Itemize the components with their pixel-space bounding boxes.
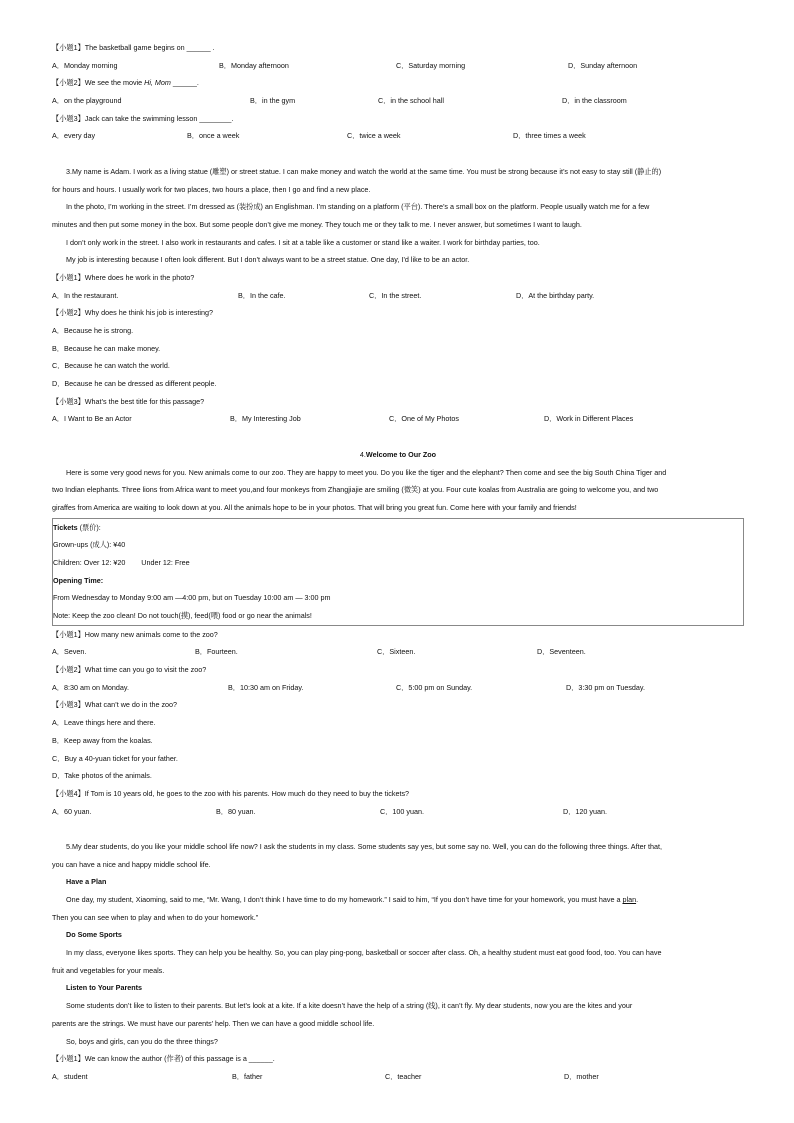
section-heading: Listen to Your Parents <box>66 983 143 993</box>
option-a[interactable]: A．In the restaurant. <box>52 290 119 300</box>
question-stem: 【小题3】What can’t we do in the zoo? <box>52 700 178 710</box>
question-stem: 【小题2】What time can you go to visit the zoo? <box>52 665 207 675</box>
options-row <box>52 92 744 110</box>
passage-line: One day, my student, Xiaoming, said to me, “Mr. Wang, I don’t think I have time to do my homework.” I said to him, “If you don’t have time for your homework, you must have a plan. <box>66 895 639 904</box>
price-children: Children: Over 12: ¥20 Under 12: Free <box>53 557 190 567</box>
passage-line: Here is some very good news for you. New animals come to our zoo. They are happy to meet you. Do you like the tiger and the elephant? Then come and see the big South China Tiger and <box>66 467 667 477</box>
option-b[interactable]: B．Fourteen. <box>195 647 238 657</box>
question-stem: 【小题2】We see the movie Hi, Mom ______. <box>52 78 199 88</box>
option-d[interactable]: D．3:30 pm on Tuesday. <box>566 682 645 692</box>
option-c[interactable]: C．twice a week <box>347 131 401 141</box>
tickets-heading: Tickets (票价): <box>53 522 101 532</box>
option-d[interactable]: D．120 yuan. <box>563 806 607 816</box>
option-d[interactable]: D．three times a week <box>513 131 586 141</box>
option-a[interactable]: A．on the playground <box>52 96 122 106</box>
section-heading: Have a Plan <box>66 877 107 887</box>
passage-line: parents are the strings. We must have our parents’ help. Then we can have a good middle school life. <box>52 1018 375 1028</box>
options-row <box>52 643 744 661</box>
passage-line: giraffes from America are waiting to look down at you. All the animals hope to be in your photos. That will bring you great fun. Come here with your family and friends! <box>52 502 577 512</box>
section-heading: Do Some Sports <box>66 930 122 940</box>
option-c[interactable]: C．100 yuan. <box>380 806 424 816</box>
passage-line: for hours and hours. I usually work for two places, two hours a place, then I go and find a new place. <box>52 184 371 194</box>
option-c[interactable]: C．Sixteen. <box>377 647 416 657</box>
option-b[interactable]: B．in the gym <box>250 96 296 106</box>
option-a[interactable]: A．I Want to Be an Actor <box>52 414 132 424</box>
options-row <box>52 287 744 305</box>
option-b[interactable]: B．once a week <box>187 131 240 141</box>
question-stem: 【小题4】If Tom is 10 years old, he goes to the zoo with his parents. How much do they need to buy the tickets? <box>52 788 410 798</box>
option-d[interactable]: D．Take photos of the animals. <box>52 771 152 781</box>
options-row <box>52 410 744 428</box>
movie-title: Hi, Mom <box>144 78 171 88</box>
passage-line: I don’t only work in the street. I also work in restaurants and cafes. I sit at a table like a customer or stand like a waiter. I work for birthday parties, too. <box>66 237 540 247</box>
option-c[interactable]: C．in the school hall <box>378 96 444 106</box>
option-b[interactable]: B．Because he can make money. <box>52 343 161 353</box>
opening-time-heading: Opening Time: <box>53 575 104 585</box>
option-c[interactable]: C．5:00 pm on Sunday. <box>396 682 473 692</box>
passage-line: In the photo, I’m working in the street. I’m dressed as (装扮成) an Englishman. I’m standing on a platform (平台). There’s a small box on the platform. People usually watch me for a few <box>66 202 650 212</box>
option-d[interactable]: D．Work in Different Places <box>544 414 634 424</box>
question-stem: 【小题1】The basketball game begins on ______ . <box>52 43 215 52</box>
passage-line: you can have a nice and happy middle school life. <box>52 859 211 869</box>
option-d[interactable]: D．in the classroom <box>562 96 627 106</box>
passage-line: minutes and then put some money in the box. But some people don’t give me money. They touch me or they talk to me. I never answer, but sometimes I want to laugh. <box>52 219 582 229</box>
option-d[interactable]: D．mother <box>564 1071 599 1081</box>
option-a[interactable]: A．60 yuan. <box>52 806 92 816</box>
passage-line: 3.My name is Adam. I work as a living statue (雕塑) or street statue. I can make money and watch the world at the same time. You must be strong because it’s not easy to stay still (静止的) <box>66 166 662 176</box>
options-row <box>52 679 744 697</box>
option-d[interactable]: D．Sunday afternoon <box>568 60 638 70</box>
option-b[interactable]: B．Monday afternoon <box>219 60 289 70</box>
option-b[interactable]: B．My Interesting Job <box>230 414 301 424</box>
passage-line: In my class, everyone likes sports. They can help you be healthy. So, you can play ping-pong, basketball or soccer after class. Oh, a healthy student must eat good food, too. You can have <box>66 948 662 958</box>
option-c[interactable]: C．Saturday morning <box>396 60 466 70</box>
option-c[interactable]: C．teacher <box>385 1071 422 1081</box>
passage-line: fruit and vegetables for your meals. <box>52 965 165 975</box>
option-a[interactable]: A．Seven. <box>52 647 87 657</box>
options-row <box>52 57 744 75</box>
passage-title: 4.Welcome to Our Zoo <box>359 449 437 459</box>
option-a[interactable]: A．Because he is strong. <box>52 326 134 335</box>
option-a[interactable]: A．every day <box>52 131 96 141</box>
passage-line: Some students don’t like to listen to their parents. But let’s look at a kite. If a kite doesn’t have the help of a string (线), it can’t fly. My dear students, now you are the kites and your <box>66 1001 633 1011</box>
option-a[interactable]: A．Leave things here and there. <box>52 718 156 728</box>
ticket-info-box <box>52 518 744 626</box>
opening-hours: From Wednesday to Monday 9:00 am —4:00 pm, but on Tuesday 10:00 am — 3:00 pm <box>53 593 331 603</box>
options-row <box>52 803 744 821</box>
underlined-word: plan <box>622 895 637 904</box>
passage-line: two Indian elephants. Three lions from Africa want to meet you,and four monkeys from Zhangjiajie are smiling (微笑) at you. Four cute koalas from Australia are going to welcome you, and two <box>52 485 659 495</box>
option-b[interactable]: B．80 yuan. <box>216 806 256 816</box>
price-grownups: Grown-ups (成人): ¥40 <box>53 540 126 550</box>
question-stem: 【小题2】Why does he think his job is interesting? <box>52 308 213 318</box>
option-b[interactable]: B．In the cafe. <box>238 290 286 300</box>
option-a[interactable]: A．student <box>52 1071 88 1081</box>
question-stem: 【小题3】What’s the best title for this passage? <box>52 396 205 406</box>
option-c[interactable]: C．Buy a 40-yuan ticket for your father. <box>52 753 178 763</box>
option-c[interactable]: C．Because he can watch the world. <box>52 361 170 371</box>
option-a[interactable]: A．Monday morning <box>52 60 118 70</box>
question-stem: 【小题3】Jack can take the swimming lesson ________. <box>52 113 234 123</box>
option-c[interactable]: C．One of My Photos <box>389 414 459 424</box>
option-b[interactable]: B．Keep away from the koalas. <box>52 735 153 745</box>
question-stem: 【小题1】How many new animals come to the zoo? <box>52 629 218 639</box>
exam-page <box>52 39 744 1086</box>
option-d[interactable]: D．Because he can be dressed as different people. <box>52 379 217 389</box>
passage-line: So, boys and girls, can you do the three things? <box>66 1036 218 1046</box>
option-d[interactable]: D．Seventeen. <box>537 647 586 657</box>
option-d[interactable]: D．At the birthday party. <box>516 290 595 300</box>
zoo-note: Note: Keep the zoo clean! Do not touch(摸), feed(喂) food or go near the animals! <box>53 611 312 620</box>
question-stem: 【小题1】Where does he work in the photo? <box>52 272 195 282</box>
options-row <box>52 127 744 145</box>
option-b[interactable]: B．10:30 am on Friday. <box>228 682 304 692</box>
passage-line: My job is interesting because I often look different. But I don’t always want to be a street statue. One day, I’d like to be an actor. <box>66 255 470 265</box>
passage-line: 5.My dear students, do you like your middle school life now? I ask the students in my class. Some students say yes, but some say no. Well, you can do the following three things. After that, <box>66 841 662 851</box>
passage-line: Then you can see when to play and when to do your homework.” <box>52 912 259 922</box>
option-c[interactable]: C．In the street. <box>369 290 422 300</box>
option-a[interactable]: A．8:30 am on Monday. <box>52 682 129 692</box>
option-b[interactable]: B．father <box>232 1071 263 1081</box>
question-stem: 【小题1】We can know the author (作者) of this passage is a ______. <box>52 1054 275 1064</box>
options-row <box>52 1068 744 1086</box>
